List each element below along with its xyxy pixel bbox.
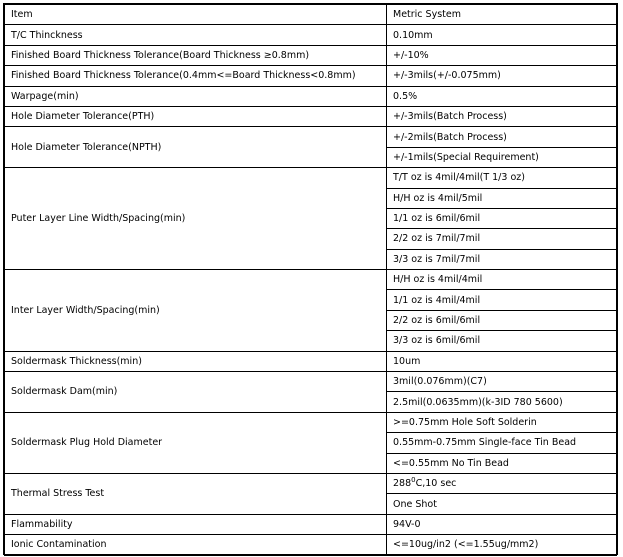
- row-value: 1/1 oz is 4mil/4mil: [387, 290, 617, 310]
- row-value: +/-10%: [387, 45, 617, 65]
- table-row: [5, 535, 617, 555]
- row-value: +/-3mils(Batch Process): [387, 106, 617, 126]
- row-value: 3/3 oz is 6mil/6mil: [387, 331, 617, 351]
- row-value: T/T oz is 4mil/4mil(T 1/3 oz): [387, 168, 617, 188]
- row-value: +/-2mils(Batch Process): [387, 127, 617, 147]
- table-row: [5, 473, 617, 493]
- spec-table-frame: [3, 3, 618, 555]
- row-value: 0.55mm-0.75mm Single-face Tin Bead: [387, 433, 617, 453]
- row-value: H/H oz is 4mil/5mil: [387, 188, 617, 208]
- row-label: Inter Layer Width/Spacing(min): [5, 270, 387, 352]
- table-row: [5, 25, 617, 45]
- row-value: 94V-0: [387, 514, 617, 534]
- row-label: Hole Diameter Tolerance(PTH): [5, 106, 387, 126]
- row-label: Finished Board Thickness Tolerance(0.4mm<=Board Thickness<0.8mm): [5, 66, 387, 86]
- row-value: <=0.55mm No Tin Bead: [387, 453, 617, 473]
- table-row: [5, 66, 617, 86]
- row-value: 3/3 oz is 7mil/7mil: [387, 249, 617, 269]
- header-row: [5, 5, 617, 25]
- header-metric-system: Metric System: [387, 5, 617, 25]
- row-label: Finished Board Thickness Tolerance(Board Thickness ≥0.8mm): [5, 45, 387, 65]
- row-label: T/C Thinckness: [5, 25, 387, 45]
- table-row: [5, 127, 617, 147]
- row-value: 2.5mil(0.0635mm)(k-3ID 780 5600): [387, 392, 617, 412]
- row-label: Soldermask Thickness(min): [5, 351, 387, 371]
- table-row: [5, 270, 617, 290]
- row-value: 0.10mm: [387, 25, 617, 45]
- row-label: Soldermask Dam(min): [5, 372, 387, 413]
- row-label: Thermal Stress Test: [5, 473, 387, 514]
- table-row: [5, 168, 617, 188]
- row-label: Puter Layer Line Width/Spacing(min): [5, 168, 387, 270]
- pcb-spec-table: [4, 4, 617, 556]
- table-row: [5, 351, 617, 371]
- row-label: Hole Diameter Tolerance(NPTH): [5, 127, 387, 168]
- row-value: H/H oz is 4mil/4mil: [387, 270, 617, 290]
- row-label: Soldermask Plug Hold Diameter: [5, 412, 387, 473]
- row-label: Flammability: [5, 514, 387, 534]
- row-label: Warpage(min): [5, 86, 387, 106]
- row-value: [387, 473, 617, 493]
- table-row: [5, 45, 617, 65]
- row-value: 2/2 oz is 6mil/6mil: [387, 310, 617, 330]
- row-value: +/-1mils(Special Requirement): [387, 147, 617, 167]
- row-value: 2/2 oz is 7mil/7mil: [387, 229, 617, 249]
- row-label: Ionic Contamination: [5, 535, 387, 555]
- temp-unit-duration: C,10 sec: [415, 478, 457, 490]
- row-value: +/-3mils(+/-0.075mm): [387, 66, 617, 86]
- header-item: Item: [5, 5, 387, 25]
- row-value: 0.5%: [387, 86, 617, 106]
- temp-value: 288: [393, 478, 412, 490]
- row-value: 1/1 oz is 6mil/6mil: [387, 208, 617, 228]
- table-row: [5, 412, 617, 432]
- table-row: [5, 106, 617, 126]
- table-row: [5, 86, 617, 106]
- degree-superscript: 0: [411, 476, 416, 485]
- table-row: [5, 514, 617, 534]
- row-value: 10um: [387, 351, 617, 371]
- row-value: One Shot: [387, 494, 617, 514]
- row-value: 3mil(0.076mm)(C7): [387, 372, 617, 392]
- row-value: >=0.75mm Hole Soft Solderin: [387, 412, 617, 432]
- table-row: [5, 372, 617, 392]
- row-value: <=10ug/in2 (<=1.55ug/mm2): [387, 535, 617, 555]
